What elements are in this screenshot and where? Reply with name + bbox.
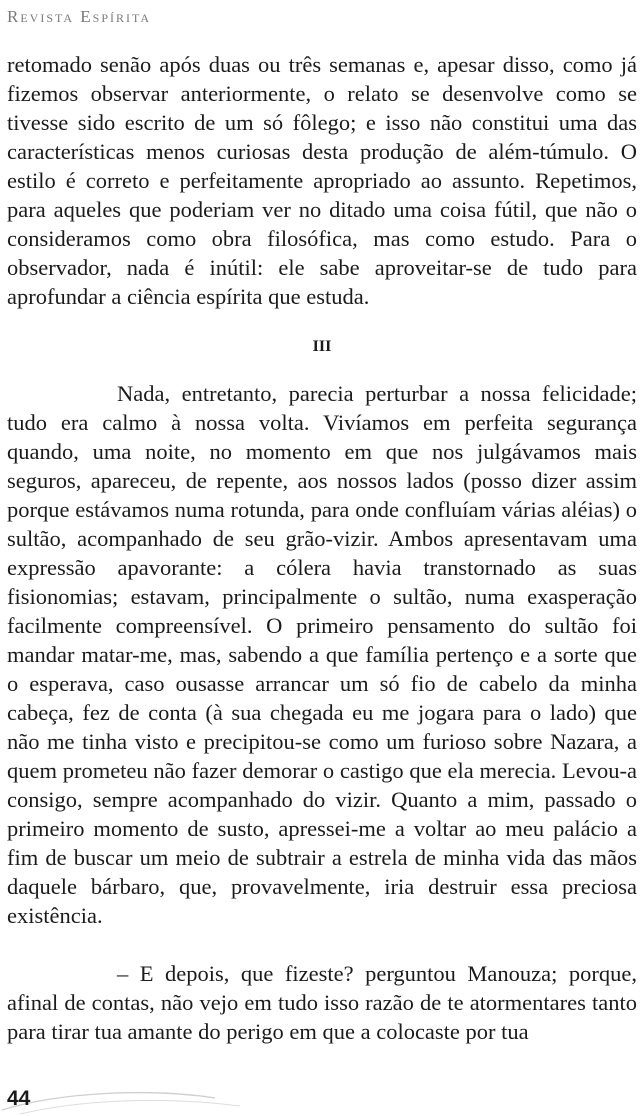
body-paragraph: – E depois, que fizeste? perguntou Manouza; porque, afinal de contas, não vejo em tudo isso razão de te atormentares tanto para tirar tua amante do perigo em que a colocaste por tua	[7, 961, 637, 1044]
decorative-swoosh	[0, 1084, 260, 1116]
page-number: 44	[7, 1087, 31, 1110]
section-numeral: III	[312, 338, 332, 355]
body-paragraph: Nada, entretanto, parecia perturbar a nossa felicidade; tudo era calmo à nossa volta. Vivíamos em perfeita segurança quando, uma noite, no momento em que nos julgávamos mais seguros, apareceu, de repente, aos nossos lados (posso dizer assim porque estávamos numa rotunda, para onde confluíam várias aléias) o sultão, acompanhado de seu grão-vizir. Ambos apresentavam uma expressão apavorante: a cólera havia transtornado as suas fisionomias; estavam, principalmente o sultão, numa exasperação facilmente compreensível. O primeiro pensamento do sultão foi mandar matar-me, mas, sabendo a que família pertenço e a sorte que o esperava, caso ousasse arrancar um só fio de cabelo da minha cabeça, fez de conta (à sua chegada eu me jogara para o lado) que não me tinha visto e precipitou-se como um furioso sobre Nazara, a quem prometeu não fazer demorar o castigo que ela merecia. Levou-a consigo, sempre acompanhado do vizir. Quanto a mim, passado o primeiro momento de susto, apressei-me a voltar ao meu palácio a fim de buscar um meio de subtrair a estrela de minha vida das mãos daquele bárbaro, que, provavelmente, iria destruir essa preciosa existência.	[7, 381, 637, 928]
page-body	[7, 50, 637, 1046]
running-header: Revista Espírita	[7, 7, 152, 26]
body-paragraph: retomado senão após duas ou três semanas e, apesar disso, como já fizemos observar anteriormente, o relato se desenvolve como se tivesse sido escrito de um só fôlego; e isso não constitui uma das características menos curiosas desta produção de além-túmulo. O estilo é correto e perfeitamente apropriado ao assunto. Repetimos, para aqueles que poderiam ver no ditado uma coisa fútil, que não o consideramos como obra filosófica, mas como estudo. Para o observador, nada é inútil: ele sabe aproveitar-se de tudo para aprofundar a ciência espírita que estuda.	[7, 52, 637, 309]
